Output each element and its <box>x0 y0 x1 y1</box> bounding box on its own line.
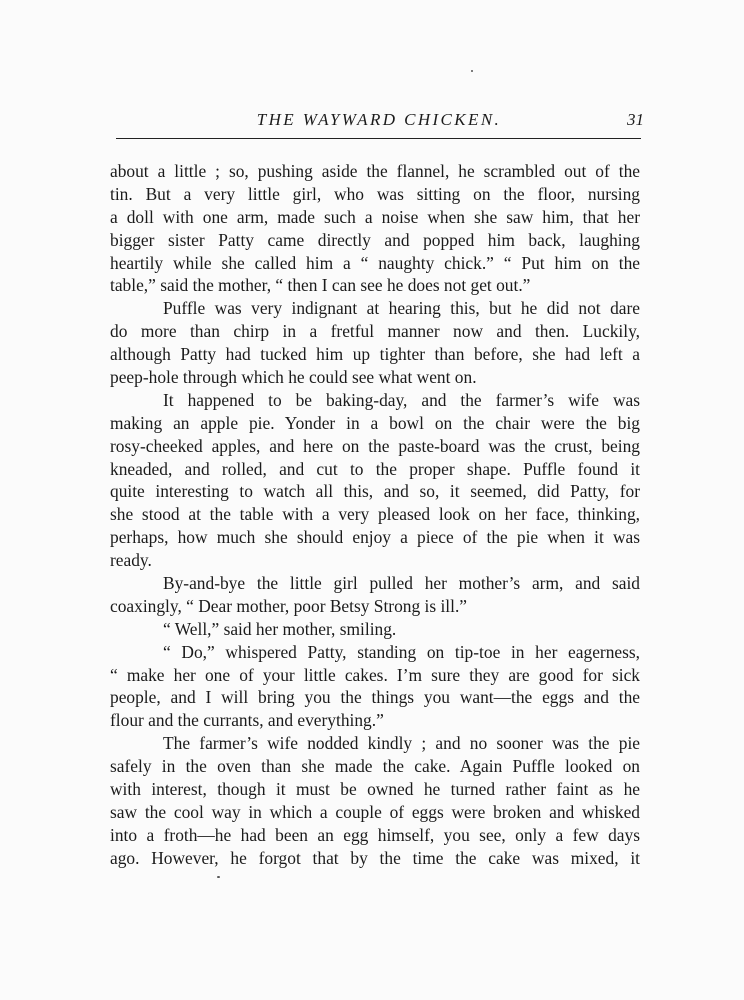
text-line: heartily while she called him a “ naughty chick.” “ Put him on the <box>110 252 640 273</box>
text-line: quite interesting to watch all this, and so, it seemed, did Patty, for <box>110 481 640 502</box>
page-header <box>114 109 644 131</box>
text-line: perhaps, how much she should enjoy a piece of the pie when it was <box>110 527 640 548</box>
text-line: peep-hole through which he could see what went on. <box>110 367 477 388</box>
text-line: people, and I will bring you the things you want—the eggs and the <box>110 687 640 708</box>
text-line: flour and the currants, and everything.” <box>110 710 384 731</box>
text-line: “ make her one of your little cakes. I’m sure they are good for sick <box>110 664 640 685</box>
text-line: ready. <box>110 550 152 571</box>
text-line: Puffle was very indignant at hearing this, but he did not dare <box>163 298 640 319</box>
text-line: table,” said the mother, “ then I can see he does not get out.” <box>110 275 531 296</box>
page-speck <box>471 70 473 72</box>
text-line: “ Do,” whispered Patty, standing on tip-toe in her eagerness, <box>163 641 640 662</box>
running-title: THE WAYWARD CHICKEN. <box>256 110 502 129</box>
body-text <box>110 160 640 870</box>
text-line: with interest, though it must be owned he turned rather faint as he <box>110 779 640 800</box>
text-line: By-and-bye the little girl pulled her mother’s arm, and said <box>163 573 640 594</box>
page-number: 31 <box>627 110 644 129</box>
text-line: ago. However, he forgot that by the time the cake was mixed, it <box>110 847 640 868</box>
text-line: a doll with one arm, made such a noise when she saw him, that her <box>110 206 640 227</box>
text-line: kneaded, and rolled, and cut to the proper shape. Puffle found it <box>110 458 640 479</box>
text-line: although Patty had tucked him up tighter than before, she had left a <box>110 344 640 365</box>
page-speck <box>217 876 220 878</box>
text-line: safely in the oven than she made the cake. Again Puffle looked on <box>110 756 640 777</box>
text-line: It happened to be baking-day, and the farmer’s wife was <box>163 389 640 410</box>
text-line: “ Well,” said her mother, smiling. <box>163 618 397 639</box>
text-line: into a froth—he had been an egg himself, you see, only a few days <box>110 824 640 845</box>
text-line: do more than chirp in a fretful manner now and then. Luckily, <box>110 321 640 342</box>
text-line: tin. But a very little girl, who was sitting on the floor, nursing <box>110 183 640 204</box>
text-line: about a little ; so, pushing aside the flannel, he scrambled out of the <box>110 161 640 181</box>
text-line: bigger sister Patty came directly and popped him back, laughing <box>110 229 640 250</box>
text-line: rosy-cheeked apples, and here on the paste-board was the crust, being <box>110 435 640 456</box>
text-line: making an apple pie. Yonder in a bowl on the chair were the big <box>110 412 640 433</box>
text-line: saw the cool way in which a couple of eggs were broken and whisked <box>110 801 640 822</box>
text-line: The farmer’s wife nodded kindly ; and no sooner was the pie <box>163 733 640 754</box>
header-rule <box>116 138 641 139</box>
text-line: she stood at the table with a very pleased look on her face, thinking, <box>110 504 640 525</box>
text-line: coaxingly, “ Dear mother, poor Betsy Strong is ill.” <box>110 595 468 616</box>
